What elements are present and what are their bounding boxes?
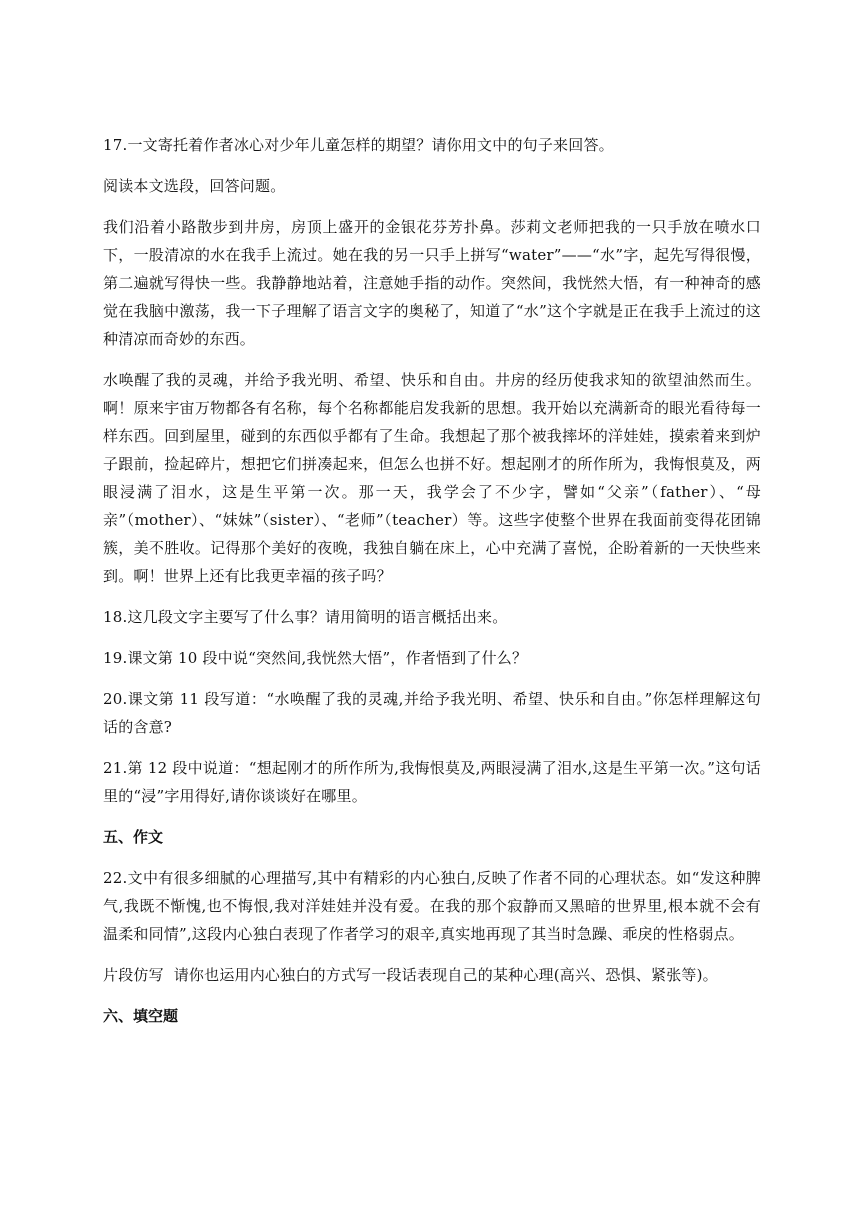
question-19: 19.课文第 10 段中说“突然间,我恍然大悟”，作者悟到了什么？ xyxy=(103,649,528,667)
page-content xyxy=(103,131,761,1030)
passage-paragraph-1: 我们沿着小路散步到井房，房顶上盛开的金银花芬芳扑鼻。莎莉文老师把我的一只手放在喷水口下，一股清凉的水在我手上流过。她在我的另一只手上拼写“water”——“水”字，起先写得很慢，第二遍就写得快一些。我静静地站着，注意她手指的动作。突然间，我恍然大悟，有一种神奇的感觉在我脑中激荡，我一下子理解了语言文字的奥秘了，知道了“水”这个字就是正在我手上流过的这种清凉而奇妙的东西。 xyxy=(103,218,761,348)
question-21: 21.第 12 段中说道：“想起刚才的所作所为,我悔恨莫及,两眼浸满了泪水,这是生平第一次。”这句话里的“浸”字用得好,请你谈谈好在哪里。 xyxy=(103,759,761,805)
section-heading-fill-in: 六、填空题 xyxy=(103,1007,179,1025)
reading-instruction: 阅读本文选段，回答问题。 xyxy=(103,177,286,195)
question-22: 22.文中有很多细腻的心理描写,其中有精彩的内心独白,反映了作者不同的心理状态。如“发这种脾气,我既不惭愧,也不悔恨,我对洋娃娃并没有爱。在我的那个寂静而又黑暗的世界里,根本就不会有温柔和同情”,这段内心独白表现了作者学习的艰辛,真实地再现了其当时急躁、乖戾的性格弱点。 xyxy=(103,869,761,943)
question-22-task: 片段仿写 请你也运用内心独白的方式写一段话表现自己的某种心理(高兴、恐惧、紧张等)。 xyxy=(103,966,718,984)
question-20: 20.课文第 11 段写道：“水唤醒了我的灵魂,并给予我光明、希望、快乐和自由。”你怎样理解这句话的含意? xyxy=(103,690,761,736)
section-heading-composition: 五、作文 xyxy=(103,828,164,846)
passage-paragraph-2: 水唤醒了我的灵魂，并给予我光明、希望、快乐和自由。井房的经历使我求知的欲望油然而生。啊！原来宇宙万物都各有名称，每个名称都能启发我新的思想。我开始以充满新奇的眼光看待每一样东西。回到屋里，碰到的东西似乎都有了生命。我想起了那个被我摔坏的洋娃娃，摸索着来到炉子跟前，捡起碎片，想把它们拼凑起来，但怎么也拼不好。想起刚才的所作所为，我悔恨莫及，两眼浸满了泪水，这是生平第一次。那一天，我学会了不少字，譬如“父亲”（father）、“母亲”（mother）、“妹妹”（sister）、“老师”（teacher）等。这些字使整个世界在我面前变得花团锦簇，美不胜收。记得那个美好的夜晚，我独自躺在床上，心中充满了喜悦，企盼着新的一天快些来到。啊！世界上还有比我更幸福的孩子吗？ xyxy=(103,371,761,585)
question-17: 17.一文寄托着作者冰心对少年儿童怎样的期望？请你用文中的句子来回答。 xyxy=(103,136,614,154)
question-18: 18.这几段文字主要写了什么事？请用简明的语言概括出来。 xyxy=(103,608,508,626)
